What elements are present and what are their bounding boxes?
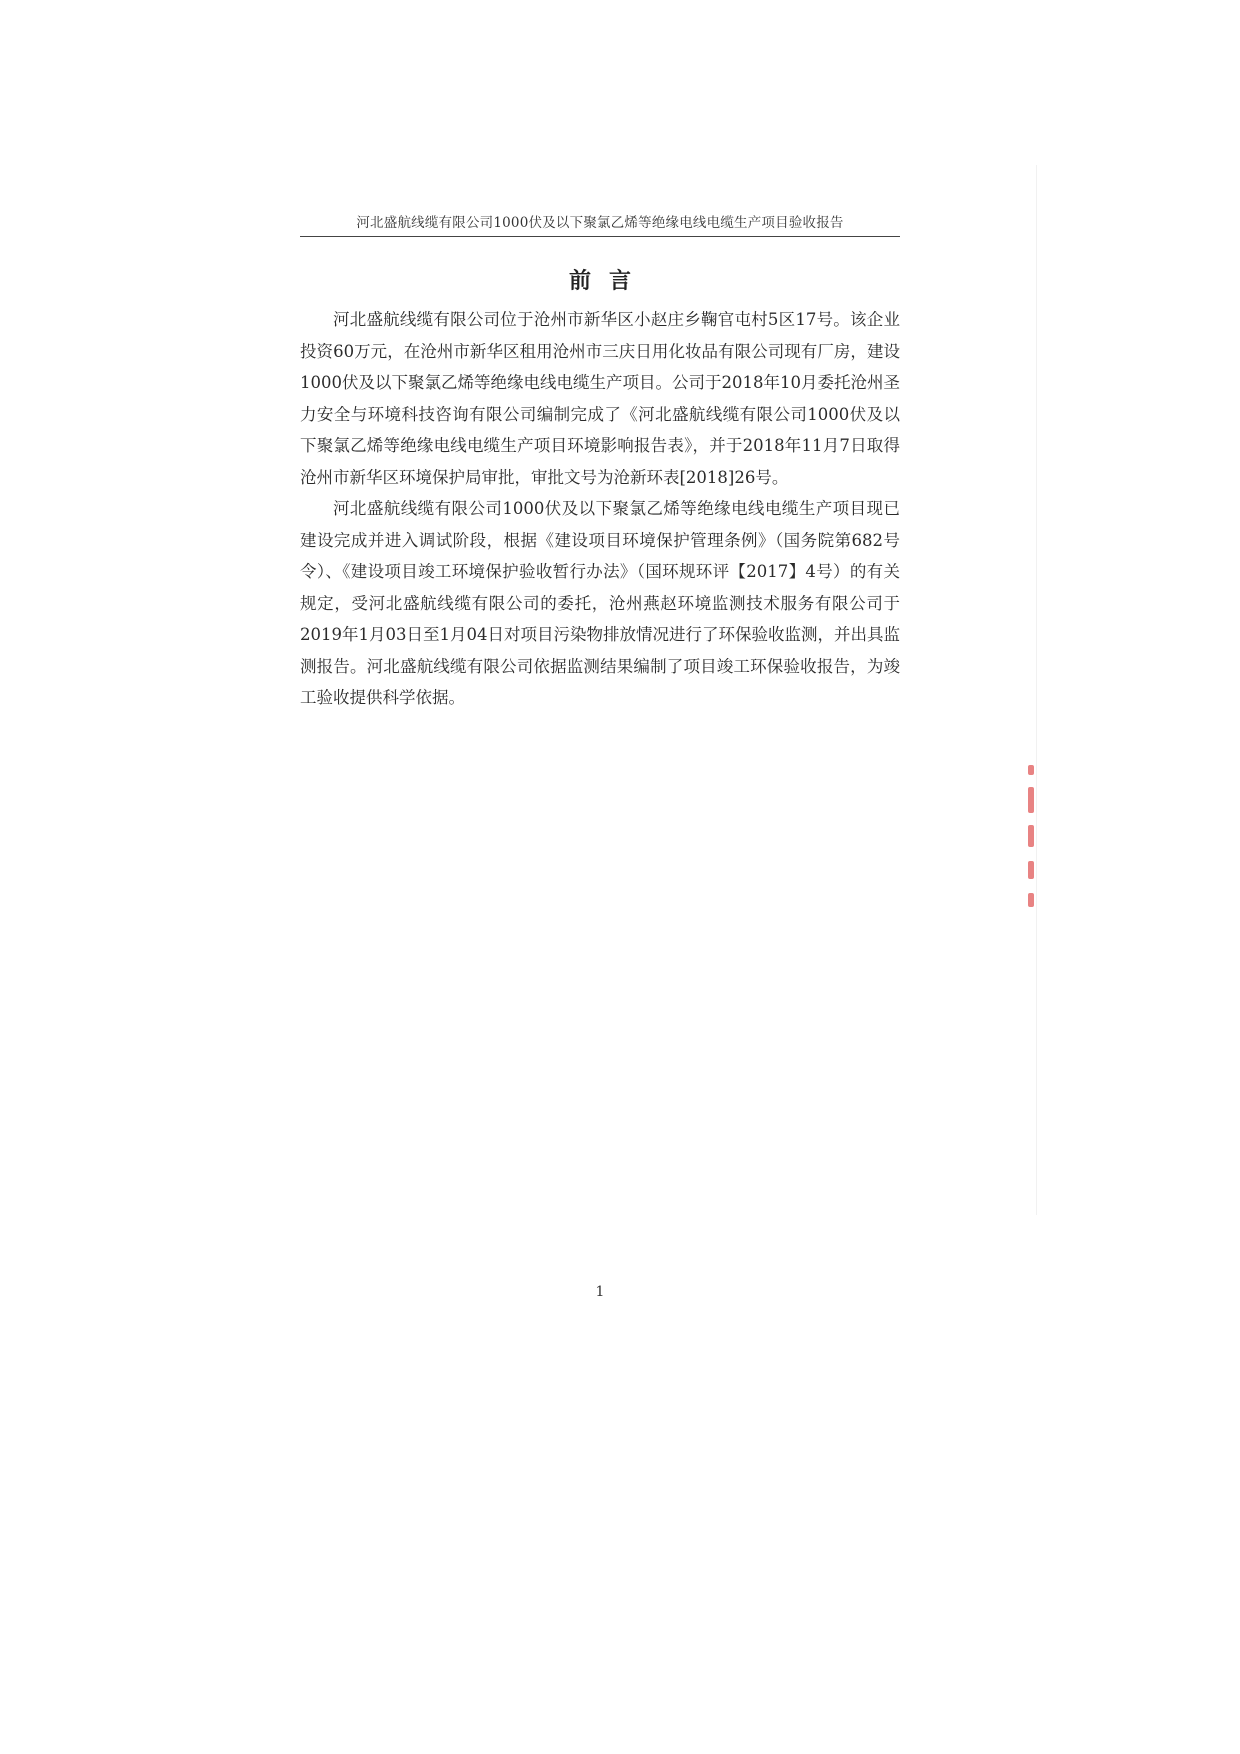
paragraph-1: 河北盛航线缆有限公司位于沧州市新华区小赵庄乡鞠官屯村5区17号。该企业投资60万元，在沧州市新华区租用沧州市三庆日用化妆品有限公司现有厂房，建设1000伏及以下聚氯乙烯等绝缘电线电缆生产项目。公司于2018年10月委托沧州圣力安全与环境科技咨询有限公司编制完成了《河北盛航线缆有限公司1000伏及以下聚氯乙烯等绝缘电线电缆生产项目环境影响报告表》，并于2018年11月7日取得沧州市新华区环境保护局审批，审批文号为沧新环表[2018]26号。: [300, 310, 900, 487]
scan-edge-line: [1036, 165, 1037, 1215]
body-text: [300, 304, 900, 714]
seal-fragment-icon: [1024, 765, 1040, 915]
paragraph-2: 河北盛航线缆有限公司1000伏及以下聚氯乙烯等绝缘电线电缆生产项目现已建设完成并进入调试阶段，根据《建设项目环境保护管理条例》（国务院第682号令）、《建设项目竣工环境保护验收暂行办法》（国环规环评【2017】4号）的有关规定，受河北盛航线缆有限公司的委托，沧州燕赵环境监测技术服务有限公司于2019年1月03日至1月04日对项目污染物排放情况进行了环保验收监测，并出具监测报告。河北盛航线缆有限公司依据监测结果编制了项目竣工环保验收报告，为竣工验收提供科学依据。: [300, 499, 900, 707]
running-header: 河北盛航线缆有限公司1000伏及以下聚氯乙烯等绝缘电线电缆生产项目验收报告: [356, 215, 844, 231]
page-title: 前言: [568, 268, 649, 294]
page-number: 1: [595, 1284, 605, 1300]
header-rule: [300, 236, 900, 237]
